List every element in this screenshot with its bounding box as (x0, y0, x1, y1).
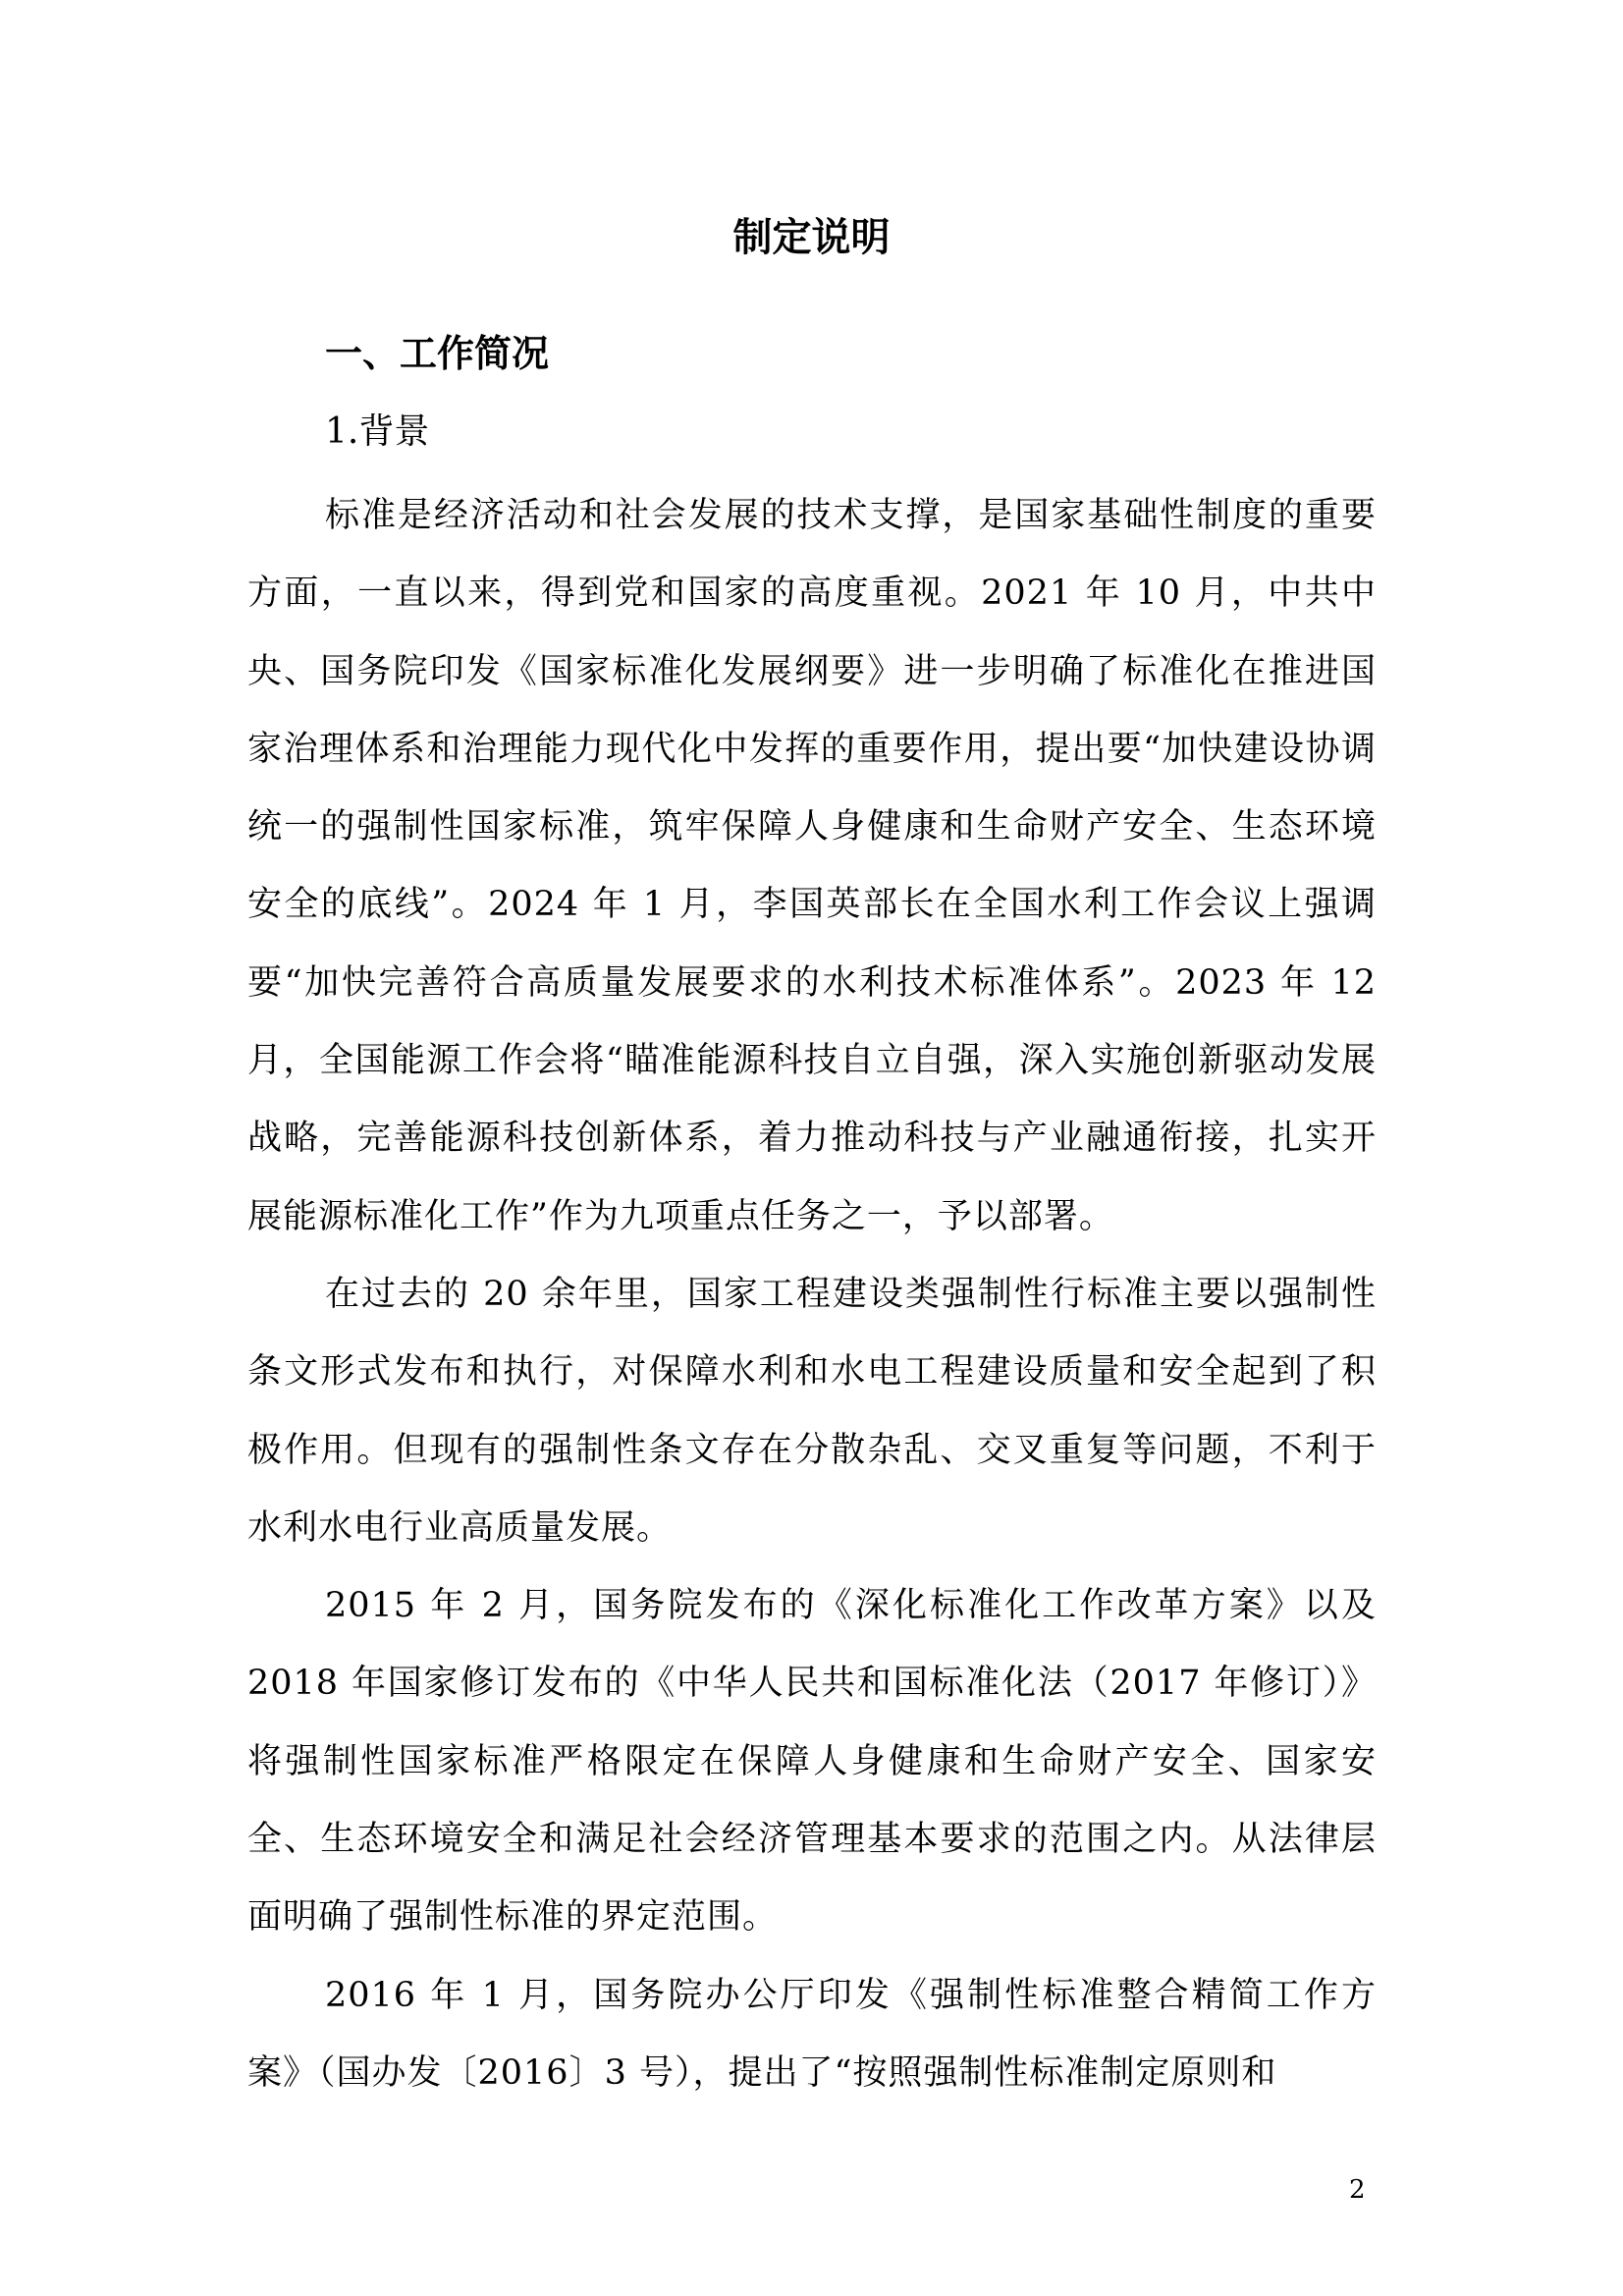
paragraph-streamlining-plan: 2016 年 1 月，国务院办公厅印发《强制性标准整合精简工作方案》（国办发〔2016〕3 号），提出了“按照强制性标准制定原则和 (247, 1975, 1377, 2093)
page-title: 制定说明 (732, 215, 891, 260)
subsection-heading: 1.背景 (325, 411, 430, 452)
paragraph-standardization-reform: 2015 年 2 月，国务院发布的《深化标准化工作改革方案》以及2018 年国家修订发布的《中华人民共和国标准化法（2017 年修订）》将强制性国家标准严格限定在保障人身健康和生命财产安全、国家安全、生态环境安全和满足社会经济管理基本要求的范围之内。从法律层面明确了强制性标准的界定范围。 (247, 1586, 1377, 1938)
body-text (247, 477, 1377, 2112)
paragraph-mandatory-articles: 在过去的 20 余年里，国家工程建设类强制性行标准主要以强制性条文形式发布和执行，对保障水利和水电工程建设质量和安全起到了积极作用。但现有的强制性条文存在分散杂乱、交叉重复等问题，不利于水利水电行业高质量发展。 (247, 1274, 1377, 1548)
page-number: 2 (1349, 2175, 1366, 2205)
section-heading: 一、工作简况 (325, 332, 550, 375)
paragraph-background: 标准是经济活动和社会发展的技术支撑，是国家基础性制度的重要方面，一直以来，得到党和国家的高度重视。2021 年 10 月，中共中央、国务院印发《国家标准化发展纲要》进一步明确了标准化在推进国家治理体系和治理能力现代化中发挥的重要作用，提出要“加快建设协调统一的强制性国家标准，筑牢保障人身健康和生命财产安全、生态环境安全的底线”。2024 年 1 月，李国英部长在全国水利工作会议上强调要“加快完善符合高质量发展要求的水利技术标准体系”。2023 年 12 月，全国能源工作会将“瞄准能源科技自立自强，深入实施创新驱动发展战略，完善能源科技创新体系，着力推动科技与产业融通衔接，扎实开展能源标准化工作”作为九项重点任务之一，予以部署。 (247, 496, 1377, 1236)
